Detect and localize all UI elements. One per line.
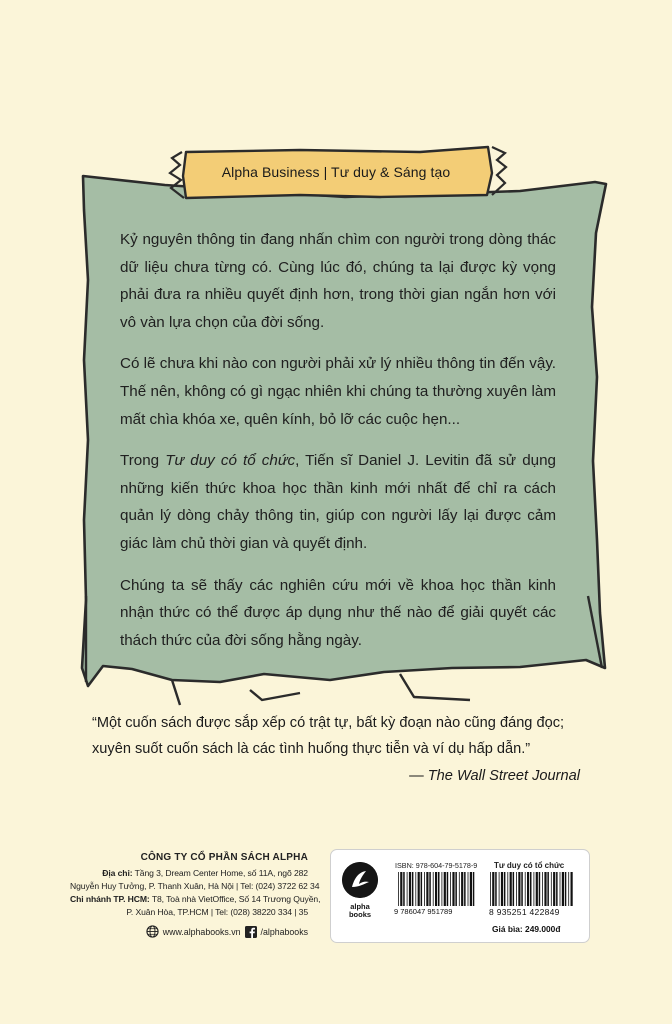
- publisher-info: [70, 852, 321, 938]
- isbn-barcode: [397, 872, 477, 906]
- logo-line: alpha: [350, 902, 370, 911]
- barcode-bar: [568, 872, 569, 906]
- barcode-bar: [461, 872, 463, 906]
- barcode-bar: [473, 872, 475, 906]
- barcode-bar: [409, 872, 411, 906]
- barcode-bar: [438, 872, 440, 906]
- barcode-bar: [565, 872, 567, 906]
- address-label: Địa chỉ:: [102, 868, 133, 878]
- barcode-bar: [499, 872, 500, 906]
- branch-line: T8, Toà nhà VietOffice, Số 14 Trương Quyền,: [149, 894, 321, 904]
- barcode-bar: [501, 872, 503, 906]
- barcode-bar: [415, 872, 416, 906]
- paper-tear: [250, 690, 300, 700]
- barcode-bar: [424, 872, 425, 906]
- isbn-label: ISBN: 978-604-79-5178-9: [395, 861, 478, 870]
- quote-dash: —: [409, 768, 428, 784]
- tape-edge: [492, 147, 506, 195]
- barcode-bar: [418, 872, 420, 906]
- ean-barcode-number: 8 935251 422849: [489, 907, 560, 917]
- branch-label: Chi nhánh TP. HCM:: [70, 894, 150, 904]
- publisher-address: Nguyễn Huy Tưởng, P. Thanh Xuân, Hà Nội | Tel: (024) 3722 62 34: [70, 881, 320, 891]
- publisher-address: [70, 867, 308, 880]
- barcode-bar: [525, 872, 526, 906]
- barcode-bar: [507, 872, 508, 906]
- description-text: , Tiến sĩ Daniel J. Levitin đã sử dụng những kiến thức khoa học thần kinh mới nhất để chỉ ra cách quản lý dòng chảy thông tin, giúp con người lấy lại được cảm giác làm chủ thời gian và quyết định.: [120, 452, 556, 552]
- barcode-bar: [459, 872, 460, 906]
- barcode-bar: [513, 872, 515, 906]
- barcode-bar: [534, 872, 535, 906]
- facebook-link[interactable]: /alphabooks: [260, 926, 308, 937]
- logo-line: books: [348, 910, 372, 919]
- barcode-bar: [470, 872, 472, 906]
- barcode-bar: [556, 872, 558, 906]
- barcode-bar: [450, 872, 451, 906]
- barcode-bar: [521, 872, 523, 906]
- globe-icon: [146, 925, 159, 938]
- publisher-web: [70, 925, 308, 938]
- publisher-branch: [70, 893, 321, 906]
- cover-price: Giá bìa: 249.000đ: [492, 924, 561, 934]
- barcode-bar: [452, 872, 454, 906]
- barcode-bar: [403, 872, 405, 906]
- isbn-barcode-number: 9 786047 951789: [394, 907, 453, 916]
- logo-wordmark: [339, 903, 381, 919]
- barcode-bar: [421, 872, 423, 906]
- barcode-bar: [429, 872, 431, 906]
- barcode-bar: [553, 872, 555, 906]
- barcode-bar: [495, 872, 497, 906]
- alpha-books-logo-icon: [342, 862, 378, 898]
- review-source: [409, 768, 580, 784]
- barcode-bar: [562, 872, 564, 906]
- category-tag: Alpha Business | Tư duy & Sáng tạo: [221, 164, 451, 180]
- description-paragraph: Có lẽ chưa khi nào con người phải xử lý nhiều thông tin đến vậy. Thế nên, không có gì ngạc nhiên khi chúng ta thường xuyên làm mất chìa khóa xe, quên kính, bỏ lỡ các cuộc hẹn...: [120, 355, 556, 428]
- barcode-bar: [544, 872, 546, 906]
- barcode-book-title: Tư duy có tổ chức: [494, 861, 565, 870]
- barcode-bar: [518, 872, 520, 906]
- address-line: Tầng 3, Dream Center Home, số 11A, ngõ 282: [132, 868, 308, 878]
- review-source-name: The Wall Street Journal: [427, 768, 580, 784]
- barcode-bar: [504, 872, 506, 906]
- barcode-bar: [539, 872, 541, 906]
- description-text: Trong: [120, 452, 166, 470]
- barcode-bar: [510, 872, 512, 906]
- description-paragraph: Kỷ nguyên thông tin đang nhấn chìm con người trong dòng thác dữ liệu chưa từng có. Cùng lúc đó, chúng ta lại được kỳ vọng phải đưa ra nhiều quyết định hơn, trong thời gian ngắn hơn với vô vàn lựa chọn của đời sống.: [120, 231, 556, 331]
- barcode-bar: [442, 872, 443, 906]
- barcode-bar: [490, 872, 491, 906]
- barcode-bar: [492, 872, 494, 906]
- ean-barcode: [489, 872, 575, 906]
- description-paragraph: Chúng ta sẽ thấy các nghiên cứu mới về khoa học thần kinh nhận thức có thể được áp dụng như thế nào để giải quyết các thách thức của đời sống hằng ngày.: [120, 576, 556, 649]
- barcode-bar: [412, 872, 414, 906]
- barcode-bar: [560, 872, 561, 906]
- barcode-bar: [542, 872, 543, 906]
- barcode-bar: [536, 872, 538, 906]
- barcode-bar: [547, 872, 549, 906]
- paper-tear: [400, 674, 470, 700]
- barcode-bar: [464, 872, 466, 906]
- barcode-bar: [444, 872, 446, 906]
- barcode-bar: [407, 872, 408, 906]
- barcode-bar: [426, 872, 428, 906]
- publisher-branch: P. Xuân Hòa, TP.HCM | Tel: (028) 38220 334 | 35: [126, 907, 308, 917]
- website-link[interactable]: www.alphabooks.vn: [162, 926, 241, 937]
- facebook-icon: [245, 926, 257, 938]
- barcode-bar: [400, 872, 402, 906]
- barcode-bar: [571, 872, 573, 906]
- review-quote: “Một cuốn sách được sắp xếp có trật tự, bất kỳ đoạn nào cũng đáng đọc; xuyên suốt cuốn sách là các tình huống thực tiễn và ví dụ hấp dẫn.”: [92, 715, 565, 757]
- barcode-bar: [468, 872, 469, 906]
- barcode-bar: [398, 872, 399, 906]
- book-title-italic: Tư duy có tổ chức: [165, 452, 296, 470]
- description-paragraph: [120, 447, 556, 557]
- barcode-bar: [516, 872, 517, 906]
- barcode-bar: [455, 872, 457, 906]
- barcode-bar: [447, 872, 449, 906]
- paper-tear: [172, 680, 180, 705]
- barcode-bar: [551, 872, 552, 906]
- barcode-bar: [435, 872, 437, 906]
- publisher-name: CÔNG TY CỔ PHẦN SÁCH ALPHA: [140, 852, 308, 863]
- barcode-bar: [527, 872, 529, 906]
- barcode-bar: [433, 872, 434, 906]
- barcode-bar: [530, 872, 532, 906]
- book-description: [120, 226, 556, 668]
